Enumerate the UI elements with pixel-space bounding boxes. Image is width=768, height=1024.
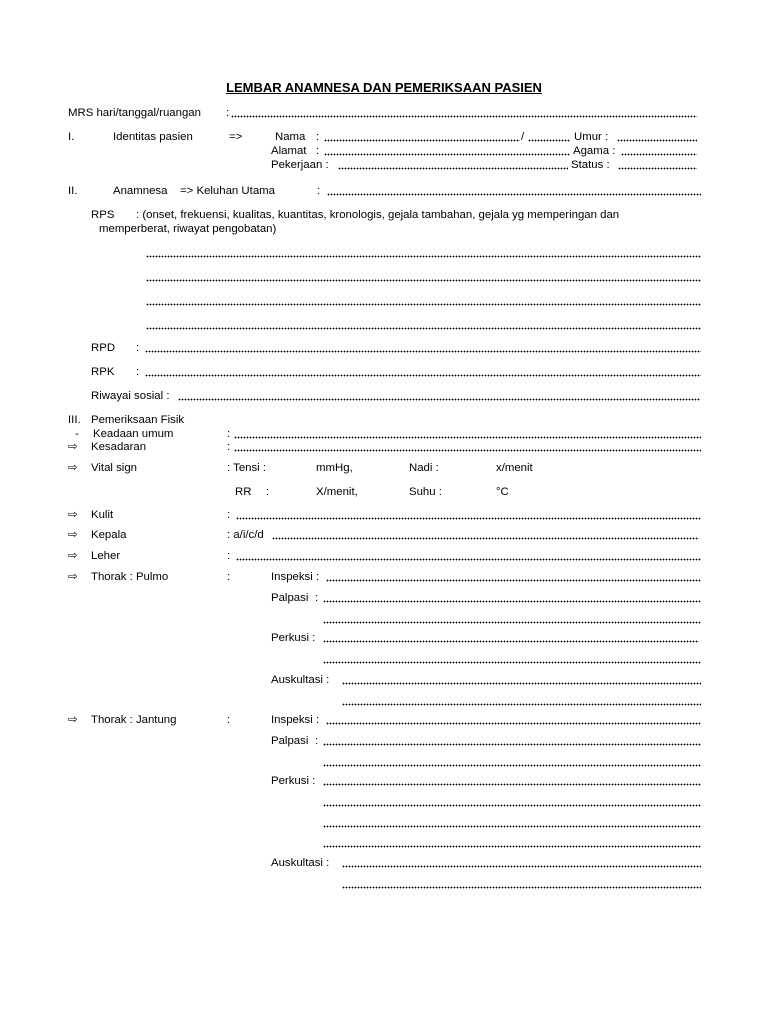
status-field[interactable]	[618, 158, 697, 170]
section-2-number: II.	[68, 185, 78, 197]
alamat-colon: :	[316, 145, 320, 157]
pulmo-perkusi-field-1[interactable]	[323, 631, 699, 643]
jantung-palpasi-field-1[interactable]	[323, 734, 701, 746]
rpd-colon: :	[136, 342, 140, 354]
pulmo-auskultasi-label: Auskultasi :	[271, 674, 330, 686]
keluhan-utama-colon: :	[317, 185, 321, 197]
suhu-label: Suhu :	[409, 486, 442, 498]
thorak-jantung-colon: :	[227, 714, 231, 726]
jantung-palpasi-label: Palpasi	[271, 735, 309, 747]
jantung-auskultasi-field-2[interactable]	[342, 877, 701, 889]
alamat-field[interactable]	[324, 144, 570, 156]
jantung-palpasi-colon: :	[315, 735, 319, 747]
thorak-jantung-label: Thorak : Jantung	[91, 714, 177, 726]
nama-field[interactable]	[324, 130, 520, 142]
thorak-pulmo-label: Thorak : Pulmo	[91, 571, 169, 583]
jantung-perkusi-field-4[interactable]	[323, 836, 701, 848]
kulit-field[interactable]	[236, 508, 701, 520]
arrow-icon: ⇨	[68, 529, 78, 541]
mrs-colon: :	[226, 107, 230, 119]
kulit-colon: :	[227, 509, 231, 521]
kesadaran-label: Kesadaran	[91, 441, 147, 453]
kesadaran-colon: :	[227, 441, 231, 453]
mrs-label: MRS hari/tanggal/ruangan	[68, 107, 201, 119]
section-3-label: Pemeriksaan Fisik	[91, 414, 185, 426]
section-1-arrow: =>	[229, 131, 243, 143]
status-label: Status :	[571, 159, 610, 171]
tensi-unit: mmHg,	[316, 462, 353, 474]
nama-slash: /	[521, 131, 525, 143]
rps-description-line-1: : (onset, frekuensi, kualitas, kuantitas, kronologis, gejala tambahan, gejala yg memperingan dan	[136, 209, 620, 221]
arrow-icon: ⇨	[68, 714, 78, 726]
jantung-perkusi-field-3[interactable]	[323, 816, 701, 828]
jantung-inspeksi-label: Inspeksi :	[271, 714, 320, 726]
riwayat-sosial-label: Riwayai sosial :	[91, 390, 170, 402]
arrow-icon: ⇨	[68, 571, 78, 583]
keadaan-umum-colon: :	[227, 428, 231, 440]
pulmo-auskultasi-field-2[interactable]	[342, 694, 701, 706]
nama-colon: :	[316, 131, 320, 143]
kepala-field[interactable]	[272, 528, 699, 540]
alamat-label: Alamat	[271, 145, 307, 157]
jantung-palpasi-field-2[interactable]	[323, 755, 701, 767]
umur-field[interactable]	[617, 130, 697, 142]
pulmo-inspeksi-label: Inspeksi :	[271, 571, 320, 583]
rpk-field[interactable]	[145, 365, 701, 377]
keluhan-utama-field[interactable]	[327, 184, 701, 196]
leher-colon: :	[227, 550, 231, 562]
pulmo-palpasi-colon: :	[315, 592, 319, 604]
thorak-pulmo-colon: :	[227, 571, 231, 583]
arrow-icon: ⇨	[68, 462, 78, 474]
rr-label: RR	[235, 486, 252, 498]
rps-field-line-3[interactable]	[146, 294, 701, 306]
section-1-label: Identitas pasien	[113, 131, 193, 143]
keadaan-umum-field[interactable]	[234, 427, 701, 439]
kepala-label: Kepala	[91, 529, 127, 541]
rpk-label: RPK	[91, 366, 115, 378]
rpd-field[interactable]	[145, 341, 701, 353]
rpk-colon: :	[136, 366, 140, 378]
pulmo-palpasi-label: Palpasi	[271, 592, 309, 604]
rr-unit: X/menit,	[316, 486, 358, 498]
rr-colon: :	[266, 486, 270, 498]
pekerjaan-label: Pekerjaan :	[271, 159, 329, 171]
pulmo-palpasi-field-1[interactable]	[323, 591, 701, 603]
pekerjaan-field[interactable]	[338, 158, 568, 170]
riwayat-sosial-field[interactable]	[178, 389, 700, 401]
pulmo-perkusi-field-2[interactable]	[323, 652, 701, 664]
pulmo-auskultasi-field-1[interactable]	[342, 673, 701, 685]
pulmo-perkusi-label: Perkusi :	[271, 632, 316, 644]
nadi-unit: x/menit	[496, 462, 533, 474]
agama-label: Agama :	[573, 145, 616, 157]
suhu-unit: °C	[496, 486, 509, 498]
rps-field-line-1[interactable]	[146, 246, 701, 258]
tensi-label: : Tensi :	[227, 462, 267, 474]
pulmo-palpasi-field-2[interactable]	[323, 612, 701, 624]
pulmo-inspeksi-field[interactable]	[326, 570, 701, 582]
keluhan-utama-label: => Keluhan Utama	[180, 185, 275, 197]
leher-label: Leher	[91, 550, 121, 562]
jantung-auskultasi-field-1[interactable]	[342, 856, 701, 868]
page-title: LEMBAR ANAMNESA DAN PEMERIKSAAN PASIEN	[226, 80, 542, 95]
mrs-field[interactable]	[231, 106, 697, 118]
jantung-perkusi-field-2[interactable]	[323, 795, 701, 807]
rps-description-line-2: memperberat, riwayat pengobatan)	[99, 223, 277, 235]
arrow-icon: ⇨	[68, 441, 78, 453]
leher-field[interactable]	[236, 549, 701, 561]
nadi-label: Nadi :	[409, 462, 439, 474]
kepala-value: : a/i/c/d	[227, 529, 264, 541]
nama-label: Nama	[275, 131, 306, 143]
agama-field[interactable]	[621, 144, 697, 156]
arrow-icon: ⇨	[68, 509, 78, 521]
kulit-label: Kulit	[91, 509, 114, 521]
jantung-perkusi-label: Perkusi :	[271, 775, 316, 787]
nama-extra-field[interactable]	[528, 130, 570, 142]
vital-sign-label: Vital sign	[91, 462, 138, 474]
umur-label: Umur :	[574, 131, 609, 143]
arrow-icon: ⇨	[68, 550, 78, 562]
rps-field-line-4[interactable]	[146, 318, 701, 330]
section-2-label: Anamnesa	[113, 185, 168, 197]
jantung-auskultasi-label: Auskultasi :	[271, 857, 330, 869]
jantung-inspeksi-field[interactable]	[326, 713, 701, 725]
keadaan-umum-label: Keadaan umum	[93, 428, 174, 440]
section-1-number: I.	[68, 131, 75, 143]
jantung-perkusi-field-1[interactable]	[323, 774, 701, 786]
keadaan-umum-dash: -	[75, 428, 79, 440]
rps-label: RPS	[91, 209, 115, 221]
kesadaran-field[interactable]	[234, 440, 701, 452]
rps-field-line-2[interactable]	[146, 270, 701, 282]
rpd-label: RPD	[91, 342, 116, 354]
section-3-number: III.	[68, 414, 81, 426]
